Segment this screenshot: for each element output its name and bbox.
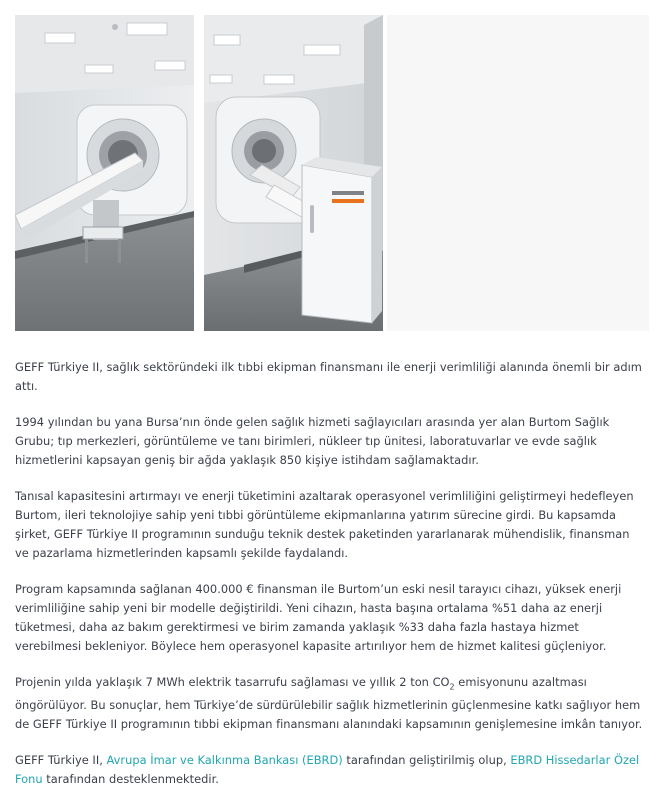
paragraph-burtom: 1994 yılından bu yana Bursa’nın önde gelen sağlık hizmeti sağlayıcıları arasında yer alan Burtom Sağlık Grubu; tıp merkezleri, görüntüleme ve tanı birimleri, nükleer tıp ünitesi, laboratuvarlar ve evde sağlık hizmetlerini kapsayan geniş bir ağda yaklaşık 850 kişiye istihdam sağlamaktadır.	[15, 415, 610, 467]
savings-text-a: Projenin yılda yaklaşık 7 MWh elektrik tasarrufu sağlaması ve yıllık 2 ton CO	[15, 675, 450, 689]
paragraph-intro: GEFF Türkiye II, sağlık sektöründeki ilk tıbbi ekipman finansmanı ile enerji verimliliği alanında önemli bir adım attı.	[15, 360, 642, 393]
paragraph-geff	[15, 751, 643, 789]
article-body	[15, 358, 643, 806]
ct-scanner-photo-left[interactable]	[15, 15, 194, 331]
ct-scanner-photo-right[interactable]	[204, 15, 383, 331]
geff-text-a: GEFF Türkiye II,	[15, 753, 107, 768]
co2-subscript: 2	[449, 682, 455, 692]
paragraph-investment: Tanısal kapasitesini artırmayı ve enerji tüketimini azaltarak operasyonel verimliliğini geliştirmeyi hedefleyen Burtom, ileri teknolojiye sahip yeni tıbbi görüntüleme ekipmanlarına yatırım sürecine girdi. Bu kapsamda şirket, GEFF Türkiye II programının sunduğu teknik destek paketinden yararlanarak mühendislik, finansman ve pazarlama hizmetlerinden kapsamlı şekilde faydalandı.	[15, 489, 634, 560]
ebrd-shareholder-fund-link[interactable]: EBRD Hissedarlar Özel Fonu	[15, 753, 640, 787]
paragraph-financing: Program kapsamında sağlanan 400.000 € finansman ile Burtom’un eski nesil tarayıcı cihazı, yüksek enerji verimliliğine sahip yeni bir modelle değiştirildi. Yeni cihazın, hasta başına ortalama %51 daha az enerji tüketmesi, daha az bakım gerektirmesi ve birim zamanda yaklaşık %33 daha fazla hastaya hizmet verebilmesi bekleniyor. Böylece hem operasyonel kapasite artırılıyor hem de hizmet kalitesi güçleniyor.	[15, 582, 622, 653]
ebrd-link[interactable]: Avrupa İmar ve Kalkınma Bankası (EBRD)	[106, 753, 343, 768]
geff-text-b: tarafından geliştirilmiş olup,	[342, 753, 511, 768]
photo-placeholder	[387, 15, 649, 331]
geff-text-c: tarafından desteklenmektedir.	[42, 772, 219, 787]
savings-text-b: emisyonunu azaltması öngörülüyor. Bu sonuçlar, hem Türkiye’de sürdürülebilir sağlık hizmetlerinin güçlenmesine katkı sağlıyor hem de GEFF Türkiye II programının tıbbi ekipman finansmanı alanındaki kapsamının genişlemesine imkân tanıyor.	[15, 675, 643, 732]
photo-gallery	[15, 15, 649, 331]
paragraph-savings	[15, 673, 643, 734]
